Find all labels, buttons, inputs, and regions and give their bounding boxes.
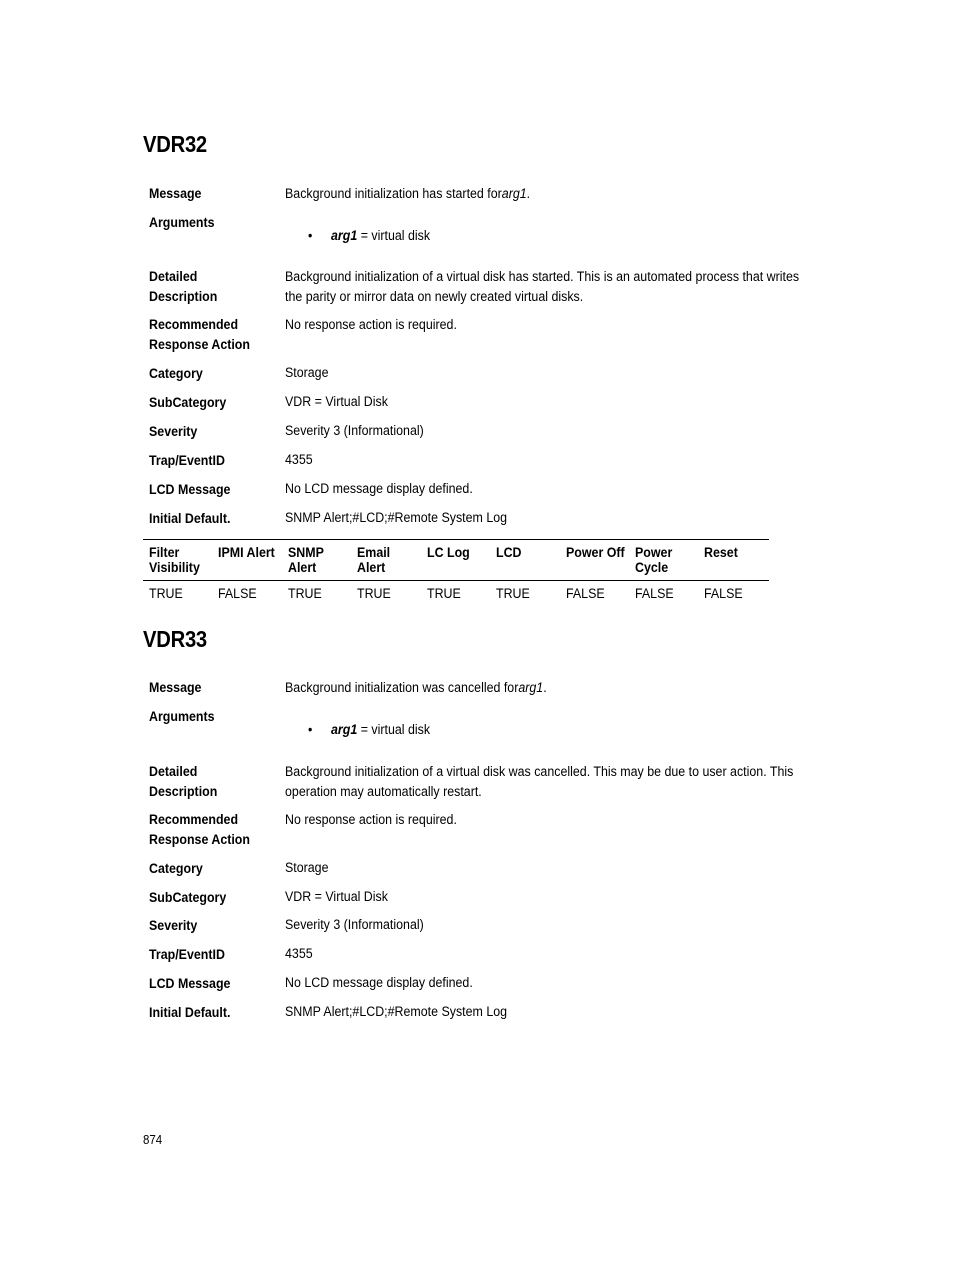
event-heading-vdr32: VDR32 [143, 131, 207, 157]
argument-item: • arg1 = virtual disk [308, 226, 430, 246]
filter-value-cell: FALSE [704, 586, 743, 601]
filter-value-cell: TRUE [288, 586, 322, 601]
message-value: Background initialization was cancelled forarg1. [285, 680, 547, 695]
filter-header-cell: Power Off [566, 545, 625, 560]
filter-value-cell: FALSE [635, 586, 674, 601]
message-label: Message [149, 186, 202, 201]
subcategory-label: SubCategory [149, 890, 227, 905]
recommended-action-label: Recommended Response Action [149, 317, 250, 352]
subcategory-value: VDR = Virtual Disk [285, 394, 388, 409]
recommended-action-label: Recommended Response Action [149, 812, 250, 847]
filter-header-cell: LC Log [427, 545, 470, 560]
detailed-description-value: Background initialization of a virtual disk was cancelled. This may be due to user action. This operation may automatically restart. [285, 764, 794, 799]
filter-value-cell: TRUE [149, 586, 183, 601]
recommended-action-value: No response action is required. [285, 317, 457, 332]
filter-header-cell: Filter Visibility [149, 545, 200, 575]
bullet-icon: • [308, 228, 313, 243]
filter-table-row [143, 581, 769, 607]
arguments-label: Arguments [149, 709, 215, 724]
initial-default-value: SNMP Alert;#LCD;#Remote System Log [285, 1004, 508, 1019]
message-label: Message [149, 680, 202, 695]
filter-table [143, 539, 769, 607]
severity-label: Severity [149, 424, 198, 439]
initial-default-label: Initial Default. [149, 1005, 231, 1020]
detailed-description-label: Detailed Description [149, 764, 218, 799]
filter-value-cell: TRUE [357, 586, 391, 601]
bullet-icon: • [308, 722, 313, 737]
filter-header-cell: LCD [496, 545, 522, 560]
trap-eventid-value: 4355 [285, 452, 313, 467]
filter-header-cell: SNMP Alert [288, 545, 324, 575]
filter-header-cell: Reset [704, 545, 738, 560]
trap-eventid-label: Trap/EventID [149, 453, 225, 468]
lcd-message-label: LCD Message [149, 976, 231, 991]
category-value: Storage [285, 860, 329, 875]
arguments-label: Arguments [149, 215, 215, 230]
detailed-description-value: Background initialization of a virtual disk has started. This is an automated process that writes the parity or mirror data on newly created virtual disks. [285, 269, 800, 304]
category-label: Category [149, 861, 203, 876]
event-heading-vdr33: VDR33 [143, 626, 207, 652]
lcd-message-value: No LCD message display defined. [285, 975, 473, 990]
severity-label: Severity [149, 918, 198, 933]
severity-value: Severity 3 (Informational) [285, 917, 424, 932]
filter-value-cell: FALSE [566, 586, 605, 601]
recommended-action-value: No response action is required. [285, 812, 457, 827]
initial-default-label: Initial Default. [149, 511, 231, 526]
filter-header-cell: Email Alert [357, 545, 391, 575]
lcd-message-value: No LCD message display defined. [285, 481, 473, 496]
category-value: Storage [285, 365, 329, 380]
filter-value-cell: TRUE [427, 586, 461, 601]
severity-value: Severity 3 (Informational) [285, 423, 424, 438]
filter-table-header [143, 540, 769, 581]
lcd-message-label: LCD Message [149, 482, 231, 497]
argument-item: • arg1 = virtual disk [308, 720, 430, 740]
filter-header-cell: Power Cycle [635, 545, 673, 575]
detailed-description-label: Detailed Description [149, 269, 218, 304]
trap-eventid-label: Trap/EventID [149, 947, 225, 962]
category-label: Category [149, 366, 203, 381]
filter-value-cell: TRUE [496, 586, 530, 601]
page-number: 874 [143, 1133, 163, 1147]
subcategory-value: VDR = Virtual Disk [285, 889, 388, 904]
message-value: Background initialization has started forarg1. [285, 186, 531, 201]
trap-eventid-value: 4355 [285, 946, 313, 961]
filter-value-cell: FALSE [218, 586, 257, 601]
initial-default-value: SNMP Alert;#LCD;#Remote System Log [285, 510, 508, 525]
filter-header-cell: IPMI Alert [218, 545, 275, 560]
subcategory-label: SubCategory [149, 395, 227, 410]
